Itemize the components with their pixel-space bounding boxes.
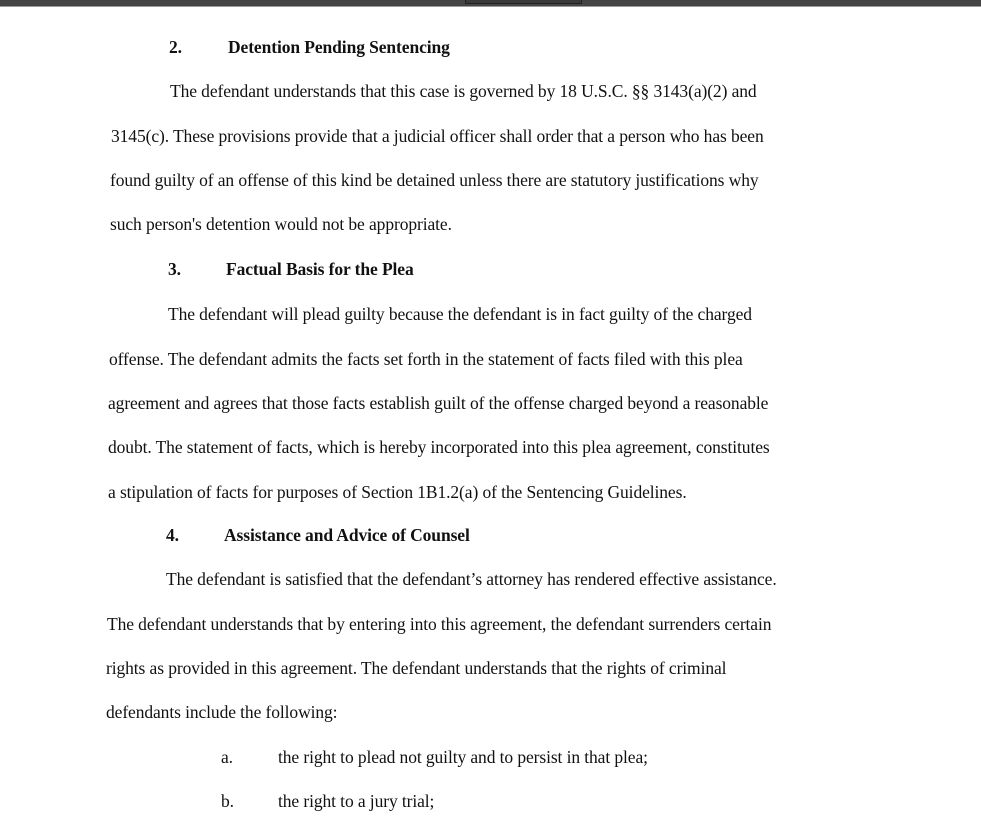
paragraph-line: rights as provided in this agreement. The defendant understands that the rights of criminal [106,658,727,678]
list-text: the right to a jury trial; [278,791,435,811]
section-title: Assistance and Advice of Counsel [224,525,470,545]
paragraph-line: found guilty of an offense of this kind be detained unless there are statutory justifications why [110,170,759,190]
paragraph-line: offense. The defendant admits the facts set forth in the statement of facts filed with this plea [109,349,743,369]
viewer-toolbar [0,0,981,7]
list-label: a. [221,747,233,767]
list-item [221,747,648,768]
paragraph-line: 3145(c). These provisions provide that a judicial officer shall order that a person who has been [111,126,764,146]
toolbar-tab[interactable] [465,0,582,4]
section-heading-3 [168,259,414,280]
list-label: b. [221,791,234,811]
paragraph-line: doubt. The statement of facts, which is hereby incorporated into this plea agreement, constitutes [108,437,770,457]
section-heading-2 [169,37,450,58]
paragraph-line: The defendant will plead guilty because the defendant is in fact guilty of the charged [168,304,752,324]
paragraph-line: defendants include the following: [106,702,338,722]
list-text: the right to plead not guilty and to persist in that plea; [278,747,648,767]
section-number: 4. [166,525,179,545]
section-heading-4 [166,525,470,546]
document-page [0,7,981,830]
section-title: Factual Basis for the Plea [226,259,414,279]
paragraph-line: The defendant understands that this case is governed by 18 U.S.C. §§ 3143(a)(2) and [170,81,757,101]
section-title: Detention Pending Sentencing [228,37,450,57]
paragraph-line: agreement and agrees that those facts establish guilt of the offense charged beyond a reasonable [108,393,769,413]
section-number: 2. [169,37,182,57]
paragraph-line: a stipulation of facts for purposes of Section 1B1.2(a) of the Sentencing Guidelines. [108,482,687,502]
paragraph-line: such person's detention would not be appropriate. [110,214,452,234]
paragraph-line: The defendant understands that by entering into this agreement, the defendant surrenders certain [107,614,772,634]
list-item [221,791,435,812]
section-number: 3. [168,259,181,279]
paragraph-line: The defendant is satisfied that the defendant’s attorney has rendered effective assistance. [166,569,777,589]
